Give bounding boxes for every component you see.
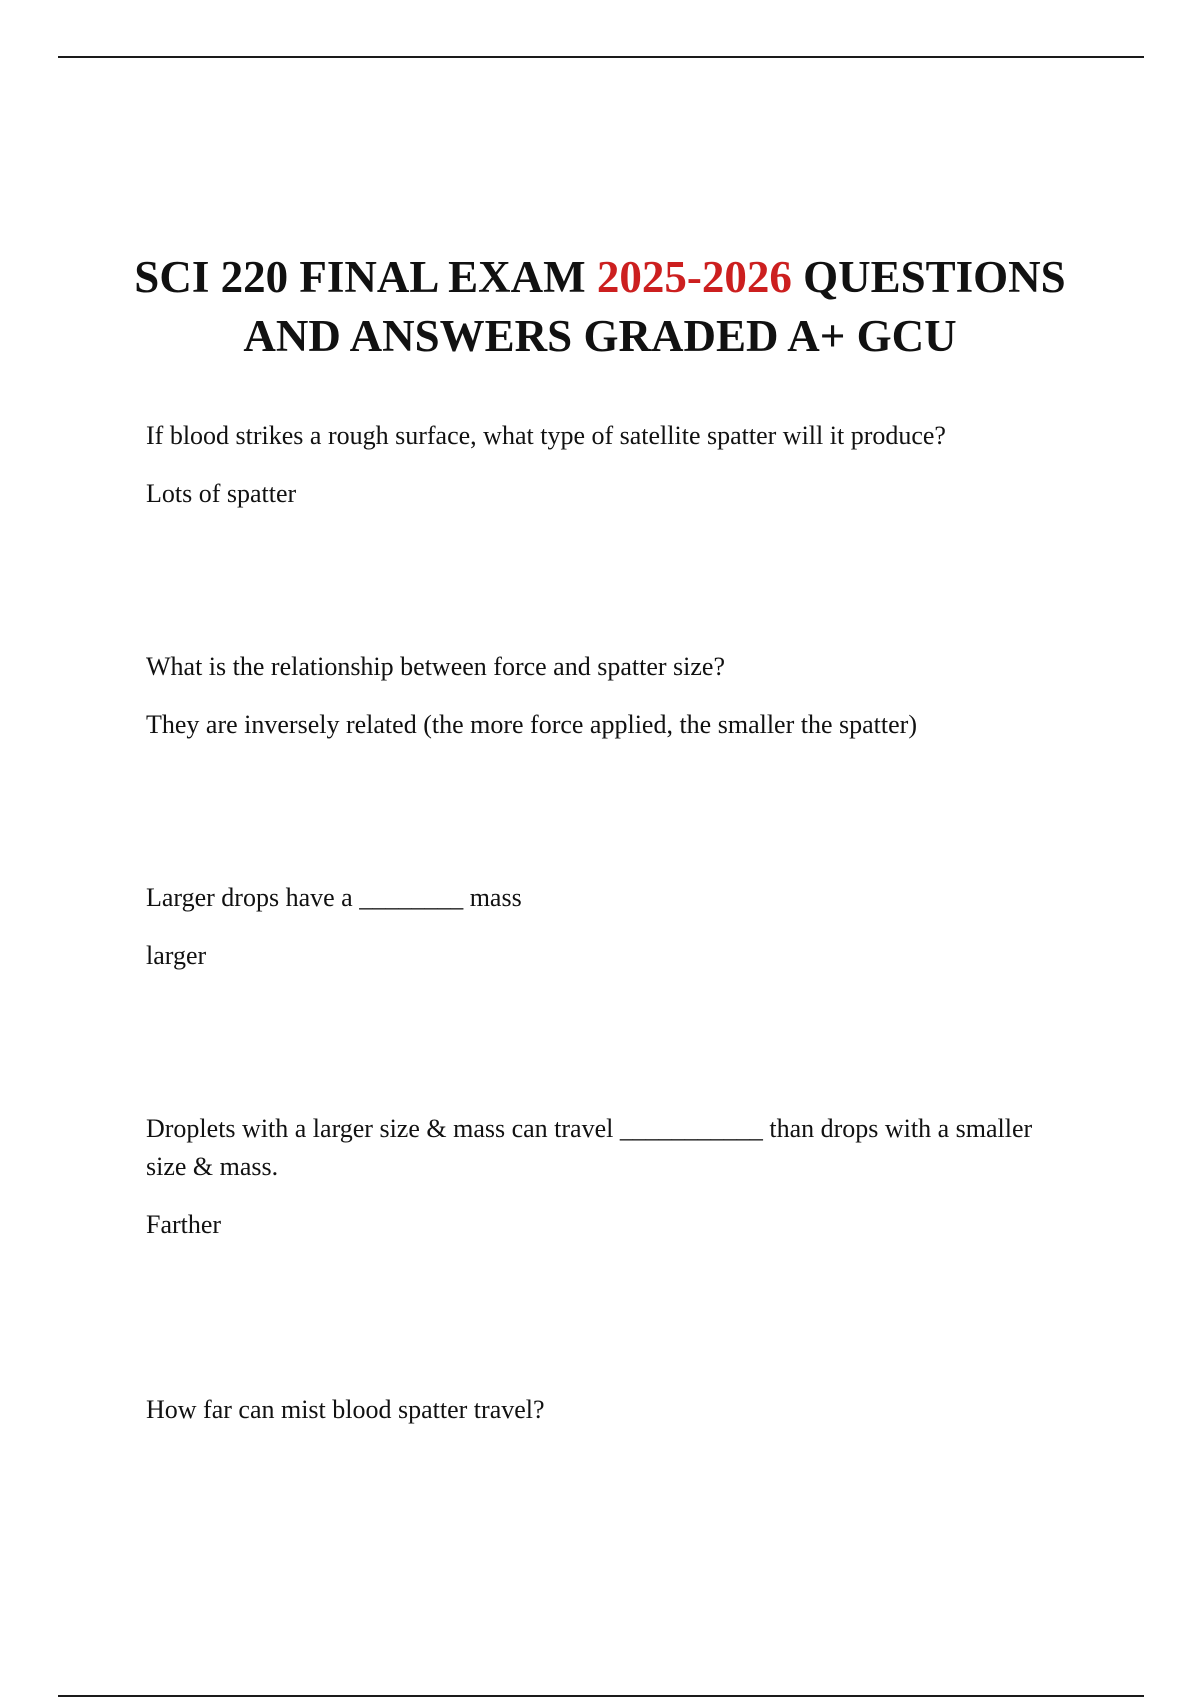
- title-year-highlight: 2025-2026: [596, 252, 792, 303]
- question-text: If blood strikes a rough surface, what type of satellite spatter will it produce?: [146, 421, 946, 450]
- qa-item: [146, 879, 1046, 975]
- qa-item: [146, 648, 1046, 744]
- answer-text: larger: [146, 941, 207, 970]
- answer-text: They are inversely related (the more force applied, the smaller the spatter): [146, 710, 917, 739]
- top-rule: [58, 56, 1144, 58]
- question-text: Droplets with a larger size & mass can travel ___________ than drops with a smaller size & mass.: [146, 1114, 1033, 1181]
- qa-item: [146, 1110, 1046, 1244]
- title-part-1: SCI 220 FINAL EXAM: [134, 252, 597, 303]
- question-text: What is the relationship between force and spatter size?: [146, 652, 725, 681]
- title-part-2: QUESTIONS AND ANSWERS GRADED A+ GCU: [243, 252, 1066, 362]
- question-text: Larger drops have a ________ mass: [146, 883, 522, 912]
- answer-text: Lots of spatter: [146, 479, 297, 508]
- qa-item: [146, 1391, 1046, 1429]
- bottom-rule: [58, 1695, 1144, 1697]
- qa-item: [146, 417, 1046, 513]
- question-text: How far can mist blood spatter travel?: [146, 1395, 545, 1424]
- document-title: [100, 248, 1100, 366]
- answer-text: Farther: [146, 1210, 222, 1239]
